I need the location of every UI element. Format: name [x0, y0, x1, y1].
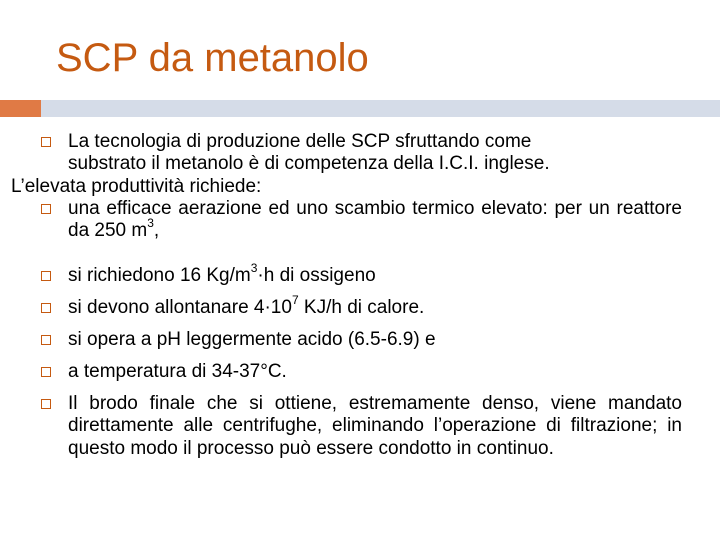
hollow-square-bullet-icon [41, 271, 51, 281]
intro-line-1: La tecnologia di produzione delle SCP sfruttando come [68, 131, 532, 152]
hollow-square-bullet-icon [41, 204, 51, 214]
list-item [68, 260, 682, 287]
list-item: a temperatura di 34-37°C. [68, 361, 287, 382]
header-accent-bar-blue [41, 100, 720, 117]
list-item [68, 198, 682, 243]
list-item: Il brodo finale che si ottiene, estremamente denso, viene mandato direttamente alle centrifughe, eliminando l’operazione di filtrazione; in questo modo il processo può essere condotto in continuo. [68, 393, 682, 459]
list-item-superscript: 3 [250, 260, 258, 275]
hollow-square-bullet-icon [41, 367, 51, 377]
hollow-square-bullet-icon [41, 399, 51, 409]
list-item-text-tail: ·h di ossigeno [257, 265, 376, 286]
hollow-square-bullet-icon [41, 303, 51, 313]
list-item: si opera a pH leggermente acido (6.5-6.9) e [68, 329, 436, 350]
slide-title: SCP da metanolo [56, 36, 369, 80]
header-accent-bar-orange [0, 100, 41, 117]
hollow-square-bullet-icon [41, 335, 51, 345]
list-item [68, 292, 682, 319]
intro-line-2: substrato il metanolo è di competenza della I.C.I. inglese. [68, 153, 550, 175]
list-item-text: una efficace aerazione ed uno scambio termico elevato: per un reattore da 250 m [68, 198, 682, 242]
list-item-text-tail: KJ/h di calore. [298, 297, 425, 318]
list-item-superscript: 7 [291, 292, 299, 307]
lead-text: L’elevata produttività richiede: [11, 176, 262, 197]
list-item-text-tail: , [153, 220, 160, 242]
list-item-text: si devono allontanare 4·10 [68, 297, 292, 318]
intro-text [68, 131, 682, 176]
list-item-text: si richiedono 16 Kg/m [68, 265, 251, 286]
hollow-square-bullet-icon [41, 137, 51, 147]
list-item-superscript: 3 [147, 216, 154, 231]
